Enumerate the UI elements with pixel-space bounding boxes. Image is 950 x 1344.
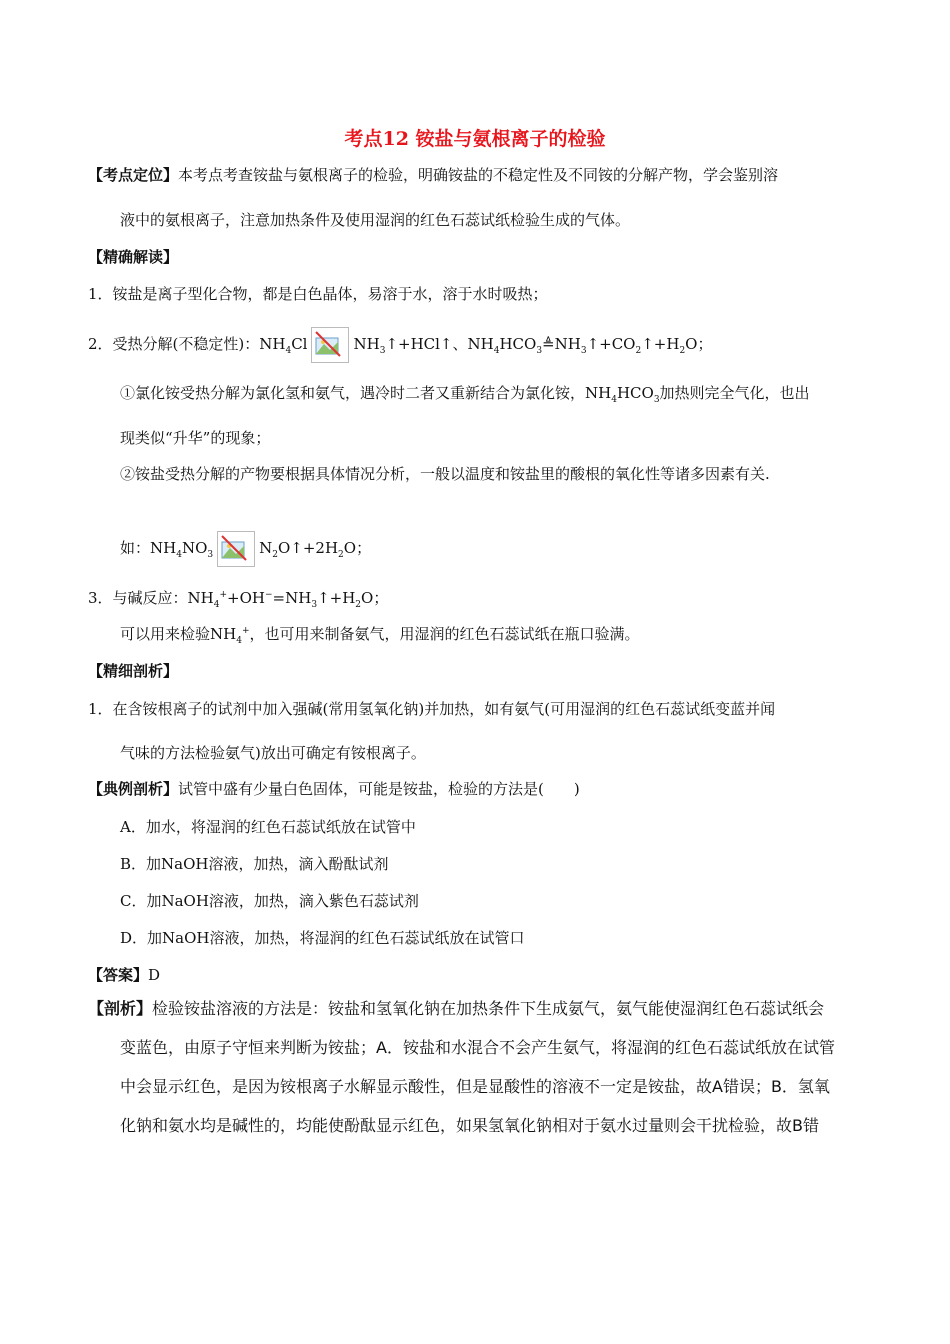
option-c: C．加NaOH溶液，加热，滴入紫色石蕊试剂 [120, 892, 419, 910]
formula-text: HCO [499, 335, 537, 353]
formula-text: O； [343, 539, 372, 557]
section-heading-analysis: 【精细剖析】 [88, 662, 179, 680]
option-a: A．加水，将湿润的红色石蕊试纸放在试管中 [120, 818, 416, 836]
subscript: 4 [611, 395, 617, 405]
analysis-point-1-line-1: 1．在含铵根离子的试剂中加入强碱(常用氢氧化钠)并加热，如有氨气(可用湿润的红色石蕊试纸变蓝并闻 [88, 700, 776, 718]
subscript: 4 [285, 346, 292, 356]
superscript: + [241, 626, 250, 636]
formula-text: 3．与碱反应：NH [88, 589, 214, 607]
answer-value: D [148, 966, 161, 984]
explanation-line-2: 变蓝色，由原子守恒来判断为铵盐；A．铵盐和水混合不会产生氨气，将湿润的红色石蕊试纸放在试管 [120, 1038, 835, 1057]
heat-arrow-image-icon [217, 531, 255, 567]
point-3-line-2 [120, 624, 640, 644]
note-1-line-1 [120, 383, 810, 403]
section-heading-interpretation: 【精确解读】 [88, 248, 179, 266]
formula-text: =NH [272, 589, 312, 607]
formula-text: N [259, 539, 273, 557]
answer-tag: 【答案】 [88, 966, 149, 984]
formula-text: NH [353, 335, 380, 353]
option-d: D．加NaOH溶液，加热，将湿润的红色石蕊试纸放在试管口 [120, 929, 525, 947]
point-text: 可以用来检验NH [120, 625, 237, 643]
explanation-text: 检验铵盐溶液的方法是：铵盐和氢氧化钠在加热条件下生成氨气，氨气能使湿润红色石蕊试纸会 [152, 999, 825, 1018]
note-text: HCO [616, 384, 654, 402]
subscript: 3 [653, 395, 660, 405]
formula-text: ↑+H [317, 589, 356, 607]
explanation-line-4: 化钠和氨水均是碱性的，均能使酚酞显示红色，如果氢氧化钠相对于氨水过量则会干扰检验，故B错 [120, 1116, 819, 1135]
subscript: 4 [213, 600, 220, 610]
formula-text: +OH [227, 589, 265, 607]
formula-text: O； [685, 335, 713, 353]
formula-text: ↑+HCl↑、NH [385, 335, 494, 353]
example-formula [120, 531, 371, 567]
note-text: ①氯化铵受热分解为氯化氢和氨气，遇冷时二者又重新结合为氯化铵，NH [120, 384, 612, 402]
note-text: 加热则完全气化，也出 [659, 384, 810, 402]
page-title: 考点12 铵盐与氨根离子的检验 [344, 128, 606, 150]
option-b: B．加NaOH溶液，加热，滴入酚酞试剂 [120, 855, 389, 873]
point-1: 1．铵盐是离子型化合物，都是白色晶体，易溶于水，溶于水时吸热； [88, 285, 548, 303]
point-3 [88, 588, 388, 608]
subscript: 2 [635, 346, 642, 356]
answer [88, 965, 160, 985]
heat-arrow-image-icon [311, 327, 349, 363]
subscript: 2 [272, 550, 278, 560]
intro-line-2: 液中的氨根离子，注意加热条件及使用湿润的红色石蕊试纸检验生成的气体。 [120, 211, 631, 229]
note-1-line-2: 现类似“升华”的现象； [120, 429, 271, 447]
analysis-point-1-line-2: 气味的方法检验氨气)放出可确定有铵根离子。 [120, 744, 426, 762]
explanation-line-1 [88, 999, 824, 1019]
subscript: 2 [679, 346, 686, 356]
formula-text: Cl [291, 335, 308, 353]
note-2: ②铵盐受热分解的产物要根据具体情况分析，一般以温度和铵盐里的酸根的氧化性等诸多因素有关. [120, 465, 770, 483]
subscript: 3 [580, 346, 587, 356]
subscript: 2 [338, 550, 344, 560]
formula-text: O↑+2H [277, 539, 339, 557]
formula-text: 2．受热分解(不稳定性)：NH [88, 335, 286, 353]
example-question [88, 779, 580, 799]
intro-text-1: 本考点考查铵盐与氨根离子的检验，明确铵盐的不稳定性及不同铵的分解产物，学会鉴别溶 [178, 166, 779, 184]
formula-text: ↑+CO [586, 335, 636, 353]
point-2 [88, 327, 712, 363]
example-tag: 【典例剖析】 [88, 780, 179, 798]
subscript: 4 [493, 346, 500, 356]
formula-text: O； [361, 589, 389, 607]
formula-text: NO [181, 539, 208, 557]
superscript: − [265, 590, 273, 600]
intro-tag: 【考点定位】 [88, 166, 179, 184]
subscript: 3 [536, 346, 543, 356]
point-text: ，也可用来制备氨气，用湿润的红色石蕊试纸在瓶口验满。 [249, 625, 640, 643]
formula-text: ↑+H [641, 335, 680, 353]
formula-text: ≜NH [542, 335, 581, 353]
subscript: 4 [176, 550, 182, 560]
subscript: 3 [207, 550, 214, 560]
intro-line-1 [88, 165, 778, 185]
subscript: 4 [236, 636, 242, 646]
superscript: + [219, 590, 228, 600]
explanation-line-3: 中会显示红色，是因为铵根离子水解显示酸性，但是显酸性的溶液不一定是铵盐，故A错误；B．氢氧 [120, 1077, 830, 1096]
subscript: 3 [379, 346, 386, 356]
subscript: 2 [355, 600, 362, 610]
explanation-tag: 【剖析】 [88, 999, 153, 1018]
formula-text: 如：NH [120, 539, 177, 557]
subscript: 3 [311, 600, 318, 610]
question-text: 试管中盛有少量白色固体，可能是铵盐，检验的方法是( ) [178, 780, 580, 798]
